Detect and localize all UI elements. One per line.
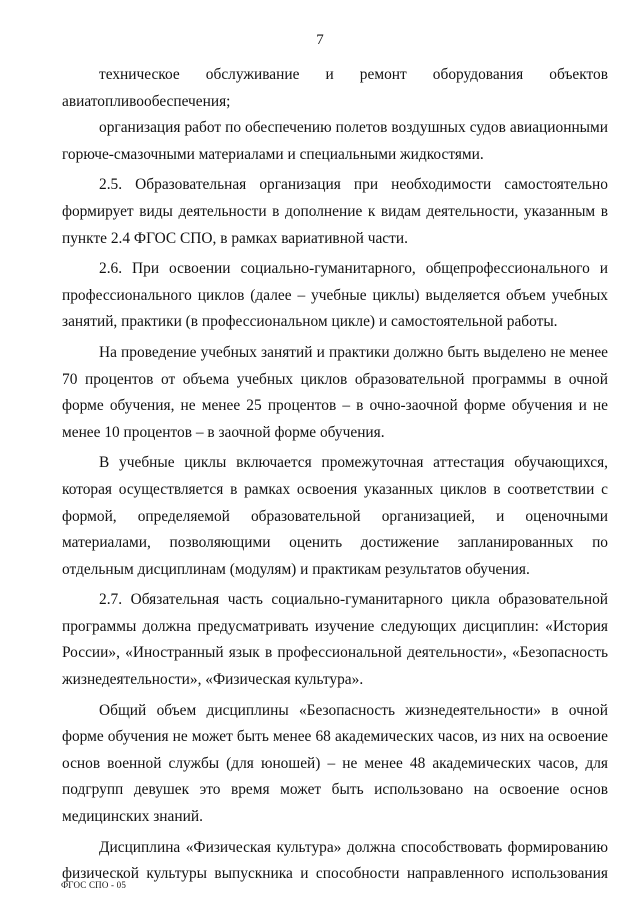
paragraph-2: организация работ по обеспечению полетов воздушных судов авиационными горюче-смазочными материалами и специальными жидкостями. xyxy=(62,119,608,163)
paragraph-6: В учебные циклы включается промежуточная аттестация обучающихся, которая осуществляется в рамках освоения указанных циклов в соответствии с формой, определяемой образовательной организацией, и оценочными материалами, позволяющими оценить достижение запланированных по отдельным дисциплинам (модулям) и практикам результатов обучения. xyxy=(62,454,608,578)
paragraph-5: На проведение учебных занятий и практики должно быть выделено не менее 70 процентов от объема учебных циклов образовательной программы в очной форме обучения, не менее 25 процентов – в очно-заочной форме обучения и не менее 10 процентов – в заочной форме обучения. xyxy=(62,343,608,441)
paragraph-9: Дисциплина «Физическая культура» должна способствовать формированию физической культуры выпускника и способности направленного использования xyxy=(62,838,608,883)
paragraph-3: 2.5. Образовательная организация при необходимости самостоятельно формирует виды деятельности в дополнение к видам деятельности, указанным в пункте 2.4 ФГОС СПО, в рамках вариативной части. xyxy=(62,176,608,247)
paragraph-4: 2.6. При освоении социально-гуманитарного, общепрофессионального и профессионального циклов (далее – учебные циклы) выделяется объем учебных занятий, практики (в профессиональном цикле) и самостоятельной работы. xyxy=(62,260,608,331)
document-body xyxy=(62,62,608,888)
page-number: 7 xyxy=(316,32,324,48)
paragraph-1: техническое обслуживание и ремонт оборудования объектов авиатопливообеспечения; xyxy=(62,66,608,110)
paragraph-7: 2.7. Обязательная часть социально-гуманитарного цикла образовательной программы должна предусматривать изучение следующих дисциплин: «История России», «Иностранный язык в профессиональной деятельности», «Безопасность жизнедеятельности», «Физическая культура». xyxy=(62,591,608,689)
paragraph-8: Общий объем дисциплины «Безопасность жизнедеятельности» в очной форме обучения не может быть менее 68 академических часов, из них на освоение основ военной службы (для юношей) – не менее 48 академических часов, для подгрупп девушек это время может быть использовано на освоение основ медицинских знаний. xyxy=(62,701,608,826)
footer-document-code: ФГОС СПО - 05 xyxy=(61,880,127,890)
